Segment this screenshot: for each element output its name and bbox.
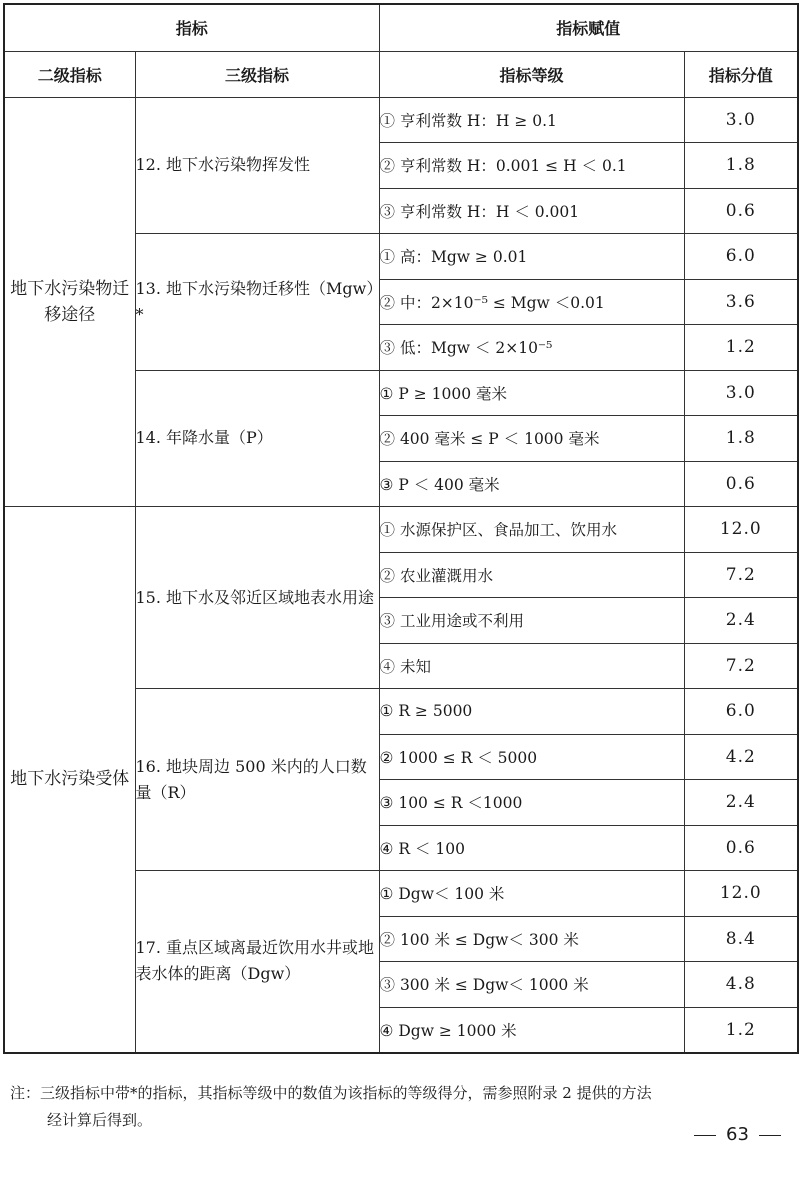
grade-cell: ② 中：2×10⁻⁵ ≤ Mgw ＜0.01 [379, 279, 684, 325]
grade-cell: ① 水源保护区、食品加工、饮用水 [379, 507, 684, 553]
score-cell: 12.0 [684, 507, 798, 553]
grade-cell: ④ Dgw ≥ 1000 米 [379, 1007, 684, 1053]
score-cell: 4.8 [684, 962, 798, 1008]
page-dash-right [759, 1135, 781, 1136]
level3-cell: 16. 地块周边 500 米内的人口数量（R） [135, 689, 379, 871]
page-dash-left [694, 1135, 716, 1136]
grade-cell: ② 400 毫米 ≤ P ＜ 1000 毫米 [379, 416, 684, 462]
level3-cell: 14. 年降水量（P） [135, 370, 379, 507]
grade-cell: ③ 300 米 ≤ Dgw＜ 1000 米 [379, 962, 684, 1008]
grade-cell: ③ 亨利常数 H：H ＜ 0.001 [379, 188, 684, 234]
level2-cell: 地下水污染受体 [4, 507, 135, 1053]
level2-cell: 地下水污染物迁移途径 [4, 97, 135, 507]
score-cell: 3.0 [684, 97, 798, 143]
score-cell: 3.0 [684, 370, 798, 416]
grade-cell: ④ 未知 [379, 643, 684, 689]
indicator-table [3, 3, 799, 1054]
score-cell: 2.4 [684, 780, 798, 826]
grade-cell: ③ 工业用途或不利用 [379, 598, 684, 644]
score-cell: 8.4 [684, 916, 798, 962]
grade-cell: ① R ≥ 5000 [379, 689, 684, 735]
grade-cell: ② 亨利常数 H：0.001 ≤ H ＜ 0.1 [379, 143, 684, 189]
header-grade: 指标等级 [379, 51, 684, 97]
header-row-top [4, 4, 798, 51]
grade-cell: ③ P ＜ 400 毫米 [379, 461, 684, 507]
level3-cell: 12. 地下水污染物挥发性 [135, 97, 379, 234]
footnote-line-2: 经计算后得到。 [47, 1111, 153, 1129]
score-cell: 7.2 [684, 643, 798, 689]
header-level3: 三级指标 [135, 51, 379, 97]
score-cell: 2.4 [684, 598, 798, 644]
grade-cell: ② 1000 ≤ R ＜ 5000 [379, 734, 684, 780]
score-cell: 6.0 [684, 689, 798, 735]
score-cell: 1.2 [684, 1007, 798, 1053]
score-cell: 0.6 [684, 825, 798, 871]
grade-cell: ③ 低：Mgw ＜ 2×10⁻⁵ [379, 325, 684, 371]
score-cell: 1.8 [684, 143, 798, 189]
grade-cell: ③ 100 ≤ R ＜1000 [379, 780, 684, 826]
footnote [10, 1080, 790, 1134]
header-indicator: 指标 [4, 4, 379, 51]
grade-cell: ① Dgw＜ 100 米 [379, 871, 684, 917]
score-cell: 6.0 [684, 234, 798, 280]
page-number-value: 63 [726, 1124, 749, 1145]
footnote-line-1: 注：三级指标中带*的指标，其指标等级中的数值为该指标的等级得分，需参照附录 2 提供的方法 [10, 1084, 652, 1102]
score-cell: 7.2 [684, 552, 798, 598]
grade-cell: ② 100 米 ≤ Dgw＜ 300 米 [379, 916, 684, 962]
grade-cell: ④ R ＜ 100 [379, 825, 684, 871]
score-cell: 12.0 [684, 871, 798, 917]
header-score: 指标分值 [684, 51, 798, 97]
level3-cell: 17. 重点区域离最近饮用水井或地表水体的距离（Dgw） [135, 871, 379, 1053]
level3-cell: 15. 地下水及邻近区域地表水用途 [135, 507, 379, 689]
score-cell: 4.2 [684, 734, 798, 780]
score-cell: 1.2 [684, 325, 798, 371]
score-cell: 3.6 [684, 279, 798, 325]
header-level2: 二级指标 [4, 51, 135, 97]
header-assignment: 指标赋值 [379, 4, 798, 51]
table-body [4, 97, 798, 1053]
level3-cell: 13. 地下水污染物迁移性（Mgw）* [135, 234, 379, 371]
grade-cell: ① 亨利常数 H：H ≥ 0.1 [379, 97, 684, 143]
score-cell: 0.6 [684, 461, 798, 507]
grade-cell: ② 农业灌溉用水 [379, 552, 684, 598]
table-row [4, 507, 798, 553]
grade-cell: ① 高：Mgw ≥ 0.01 [379, 234, 684, 280]
table-row [4, 97, 798, 143]
score-cell: 1.8 [684, 416, 798, 462]
score-cell: 0.6 [684, 188, 798, 234]
header-row-sub [4, 51, 798, 97]
grade-cell: ① P ≥ 1000 毫米 [379, 370, 684, 416]
page-number [684, 1124, 791, 1145]
